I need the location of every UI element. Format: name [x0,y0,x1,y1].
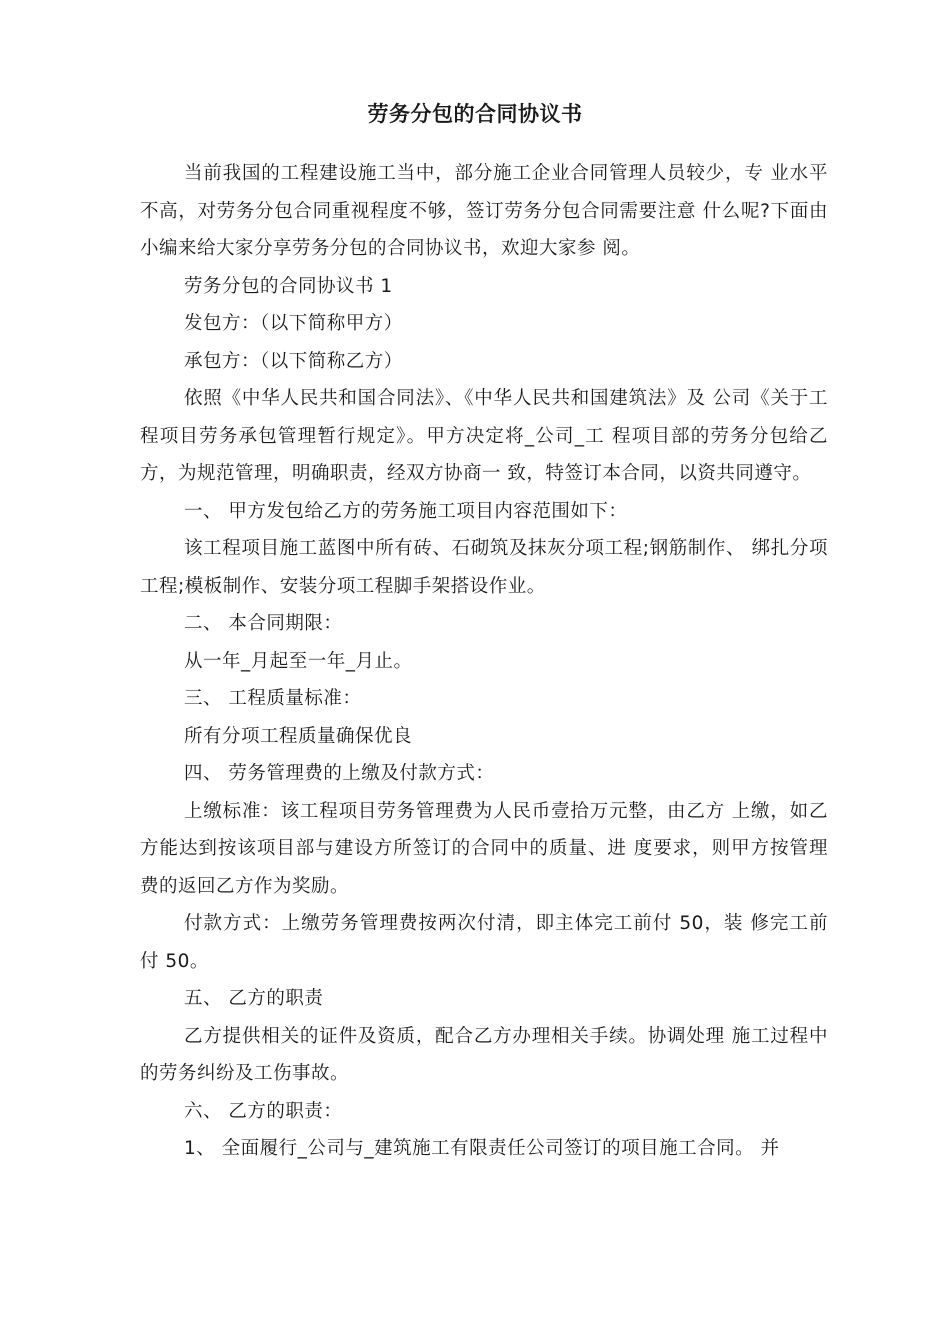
body-paragraph: 劳务分包的合同协议书 1 [184,275,393,297]
section-heading: 一、 甲方发包给乙方的劳务施工项目内容范围如下： [184,500,628,522]
body-paragraph: 从一年_月起至一年_月止。 [184,650,413,672]
body-paragraph: 依照《中华人民共和国合同法》、《中华人民共和国建筑法》及 公司《关于工程项目劳务承包管理暂行规定》。甲方决定将_公司_工 程项目部的劳务分包给乙方，为规范管理，明确职责，经双方协商一 致，特签订本合同，以资共同遵守。 [140,388,828,484]
body-paragraph: 付款方式：上缴劳务管理费按两次付清，即主体完工前付 50，装 修完工前付 50。 [140,913,828,972]
body-paragraph: 乙方提供相关的证件及资质，配合乙方办理相关手续。协调处理 施工过程中的劳务纠纷及工伤事故。 [140,1025,828,1084]
body-paragraph: 上缴标准：该工程项目劳务管理费为人民币壹拾万元整，由乙方 上缴，如乙方能达到按该项目部与建设方所签订的合同中的质量、进 度要求，则甲方按管理费的返回乙方作为奖励。 [140,800,828,897]
body-paragraph: 1、 全面履行_公司与_建筑施工有限责任公司签订的项目施工合同。 并 [184,1138,780,1159]
body-paragraph: 承包方：（以下简称乙方） [184,350,403,372]
body-paragraph: 发包方：（以下简称甲方） [184,313,403,334]
document-title: 劳务分包的合同协议书 [367,102,583,126]
section-heading: 四、 劳务管理费的上缴及付款方式： [184,763,495,784]
document-body [140,155,828,1168]
body-paragraph: 所有分项工程质量确保优良 [184,725,413,747]
section-heading: 二、 本合同期限： [184,613,343,634]
body-paragraph: 该工程项目施工蓝图中所有砖、石砌筑及抹灰分项工程;钢筋制作、 绑扎分项工程;模板制作、安装分项工程脚手架搭设作业。 [140,538,828,597]
section-heading: 三、 工程质量标准： [184,688,362,709]
section-heading: 六、 乙方的职责： [184,1100,343,1122]
section-heading: 五、 乙方的职责 [184,988,324,1009]
body-paragraph: 当前我国的工程建设施工当中，部分施工企业合同管理人员较少，专 业水平不高，对劳务分包合同重视程度不够，签订劳务分包合同需要注意 什么呢?下面由小编来给大家分享劳务分包的合同协议书，欢迎大家参 阅。 [140,163,828,259]
